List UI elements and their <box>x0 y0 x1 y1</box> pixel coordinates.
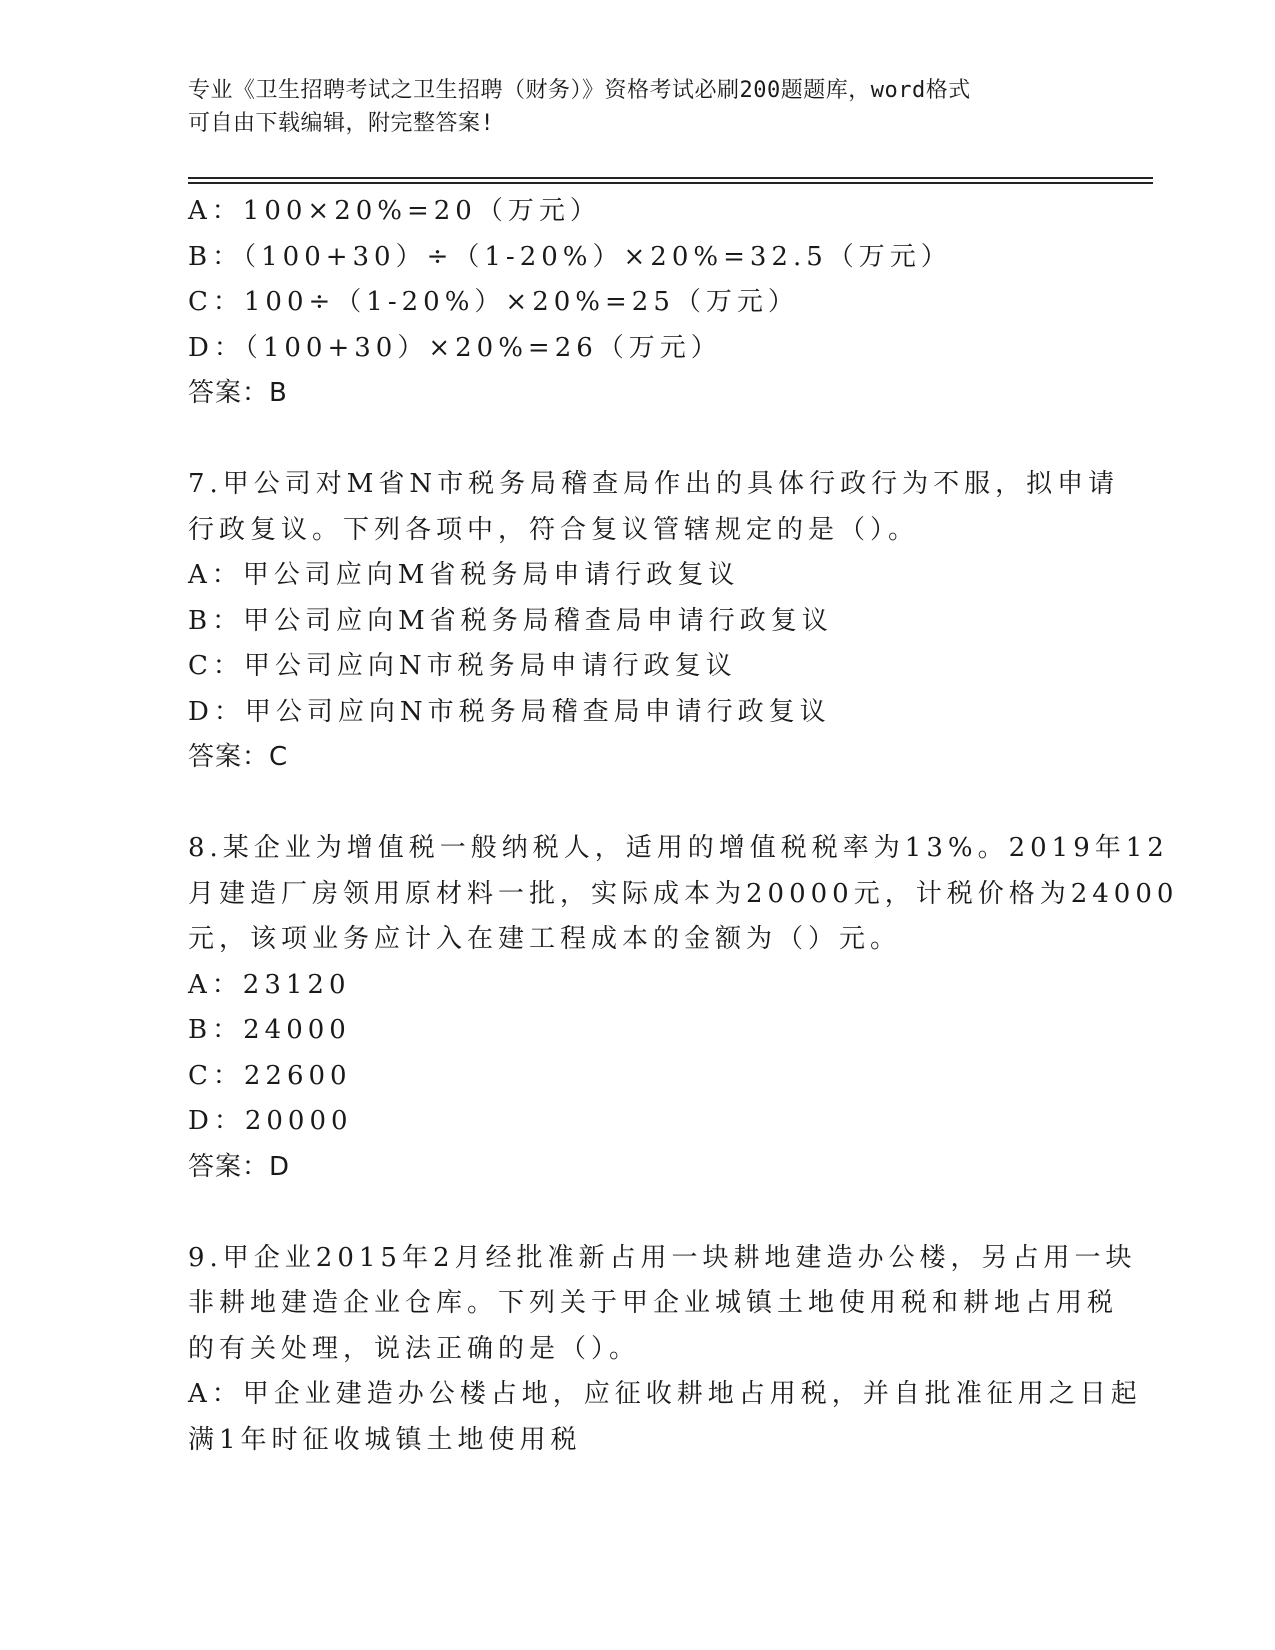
option-b: B：甲公司应向M省税务局稽查局申请行政复议 <box>188 605 833 636</box>
header-divider-bottom <box>188 182 1153 184</box>
option-c: C：22600 <box>188 1060 352 1091</box>
option-c: C：100÷（1-20%）×20%=25（万元） <box>188 287 799 317</box>
header-title-line-1: 专业《卫生招聘考试之卫生招聘（财务）》资格考试必刷200题题库，word格式 <box>188 78 971 103</box>
question-stem-line: 8.某企业为增值税一般纳税人，适用的增值税税率为13%。2019年12 <box>188 833 1169 863</box>
spacer <box>188 781 1088 827</box>
option-a: A：甲企业建造办公楼占地，应征收耕地占用税，并自批准征用之日起 <box>188 1379 1142 1409</box>
document-header <box>188 74 1068 140</box>
option-d: D：甲公司应向N市税务局稽查局申请行政复议 <box>188 696 831 727</box>
option-b: B：（100+30）÷（1-20%）×20%=32.5（万元） <box>188 241 952 272</box>
question-stem-line: 行政复议。下列各项中，符合复议管辖规定的是（）。 <box>188 514 920 545</box>
question-stem-line: 元，该项业务应计入在建工程成本的金额为（）元。 <box>188 924 902 954</box>
option-a: A：23120 <box>188 969 351 1000</box>
header-divider-top <box>188 177 1153 179</box>
answer: 答案：C <box>188 742 289 772</box>
spacer <box>188 417 1088 463</box>
option-c: C：甲公司应向N市税务局申请行政复议 <box>188 651 737 681</box>
option-b: B：24000 <box>188 1015 351 1045</box>
spacer <box>188 1190 1088 1236</box>
question-8 <box>188 826 1179 1190</box>
option-a-continued: 满1年时征收城镇土地使用税 <box>188 1424 582 1455</box>
answer: 答案：D <box>188 1151 291 1182</box>
question-stem-line: 非耕地建造企业仓库。下列关于甲企业城镇土地使用税和耕地占用税 <box>188 1288 1119 1318</box>
question-stem-line: 7.甲公司对M省N市税务局稽查局作出的具体行政行为不服，拟申请 <box>188 469 1120 499</box>
question-7 <box>188 462 1120 781</box>
answer: 答案：B <box>188 378 288 408</box>
option-d: D：20000 <box>188 1106 353 1136</box>
question-stem-line: 的有关处理，说法正确的是（）。 <box>188 1333 641 1364</box>
question-9 <box>188 1236 1142 1464</box>
header-title-line-2: 可自由下载编辑，附完整答案! <box>188 111 495 136</box>
option-d: D：（100+30）×20%=26（万元） <box>188 332 722 363</box>
option-a: A：甲公司应向M省税务局申请行政复议 <box>188 560 740 590</box>
question-content <box>188 189 1179 1463</box>
option-a: A：100×20%=20（万元） <box>188 196 601 226</box>
question-stem-line: 月建造厂房领用原材料一批，实际成本为20000元，计税价格为24000 <box>188 878 1179 909</box>
question-6 <box>188 189 1088 417</box>
question-stem-line: 9.甲企业2015年2月经批准新占用一块耕地建造办公楼，另占用一块 <box>188 1242 1137 1273</box>
